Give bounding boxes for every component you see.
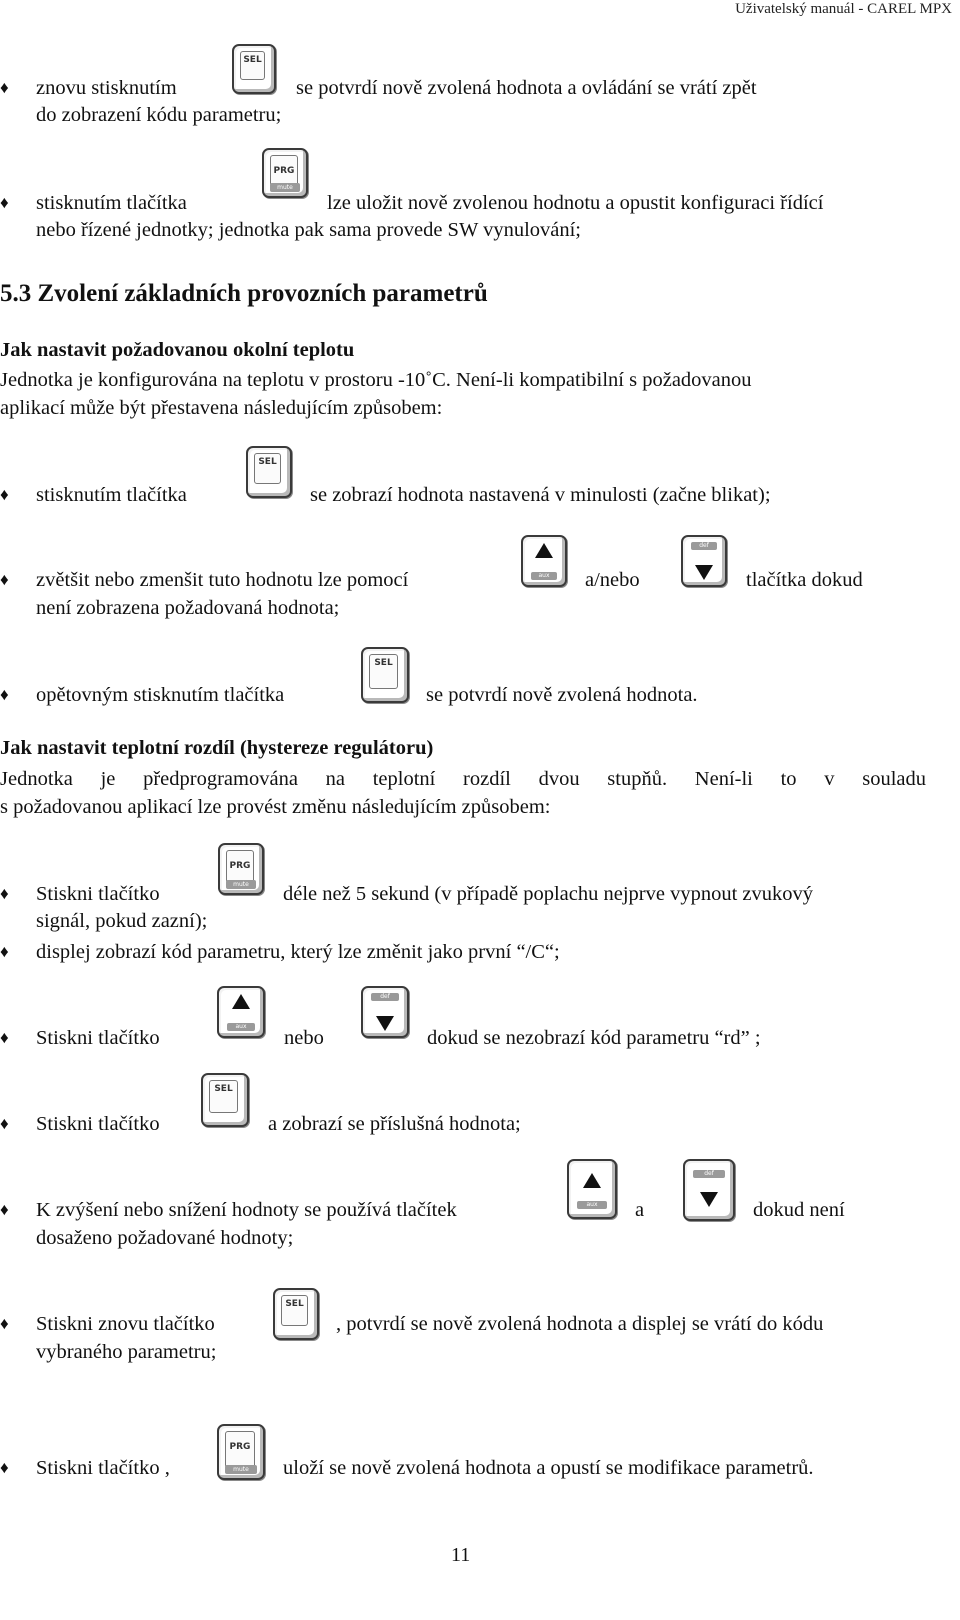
aux-key-label: aux xyxy=(586,1201,598,1208)
sel-key-label: SEL xyxy=(374,658,393,668)
sel-key-label: SEL xyxy=(258,457,277,467)
aux-key-label: aux xyxy=(235,1023,247,1030)
sel-key-icon xyxy=(273,1288,319,1340)
up-aux-key-icon xyxy=(567,1159,617,1219)
bullet-text: se potvrdí nově zvolená hodnota. xyxy=(426,684,698,706)
bullet-text: tlačítka dokud xyxy=(746,569,863,591)
bullet-marker: ♦ xyxy=(0,942,9,961)
paragraph-line: s požadovanou aplikací lze provést změnu následujícím způsobem: xyxy=(0,796,551,818)
bullet-text: není zobrazena požadovaná hodnota; xyxy=(36,597,340,619)
bullet-text: vybraného parametru; xyxy=(36,1341,217,1363)
sel-key-label: SEL xyxy=(243,55,262,65)
prg-key-label: PRG xyxy=(229,861,251,871)
bullet-text: displej zobrazí kód parametru, který lze změnit jako první “/C“; xyxy=(36,941,560,963)
bullet-text: stisknutím tlačítka xyxy=(36,484,187,506)
bullet-marker: ♦ xyxy=(0,570,9,589)
def-key-label: def xyxy=(380,993,390,1000)
subsection-title: Jak nastavit požadovanou okolní teplotu xyxy=(0,339,355,361)
bullet-text: nebo xyxy=(284,1027,324,1049)
section-heading: 5.3 Zvolení základních provozních parametrů xyxy=(0,280,488,307)
bullet-text: dosaženo požadované hodnoty; xyxy=(36,1227,294,1249)
prg-mute-key-icon xyxy=(218,843,264,895)
up-aux-key-icon xyxy=(521,535,567,587)
mute-key-label: mute xyxy=(233,1466,249,1473)
bullet-text: Stiskni tlačítko , xyxy=(36,1457,170,1479)
bullet-text: lze uložit nově zvolenou hodnotu a opustit konfiguraci řídící xyxy=(327,192,824,214)
page-number: 11 xyxy=(451,1544,471,1566)
bullet-text: Stiskni tlačítko xyxy=(36,883,160,905)
bullet-marker: ♦ xyxy=(0,1028,9,1047)
aux-key-label: aux xyxy=(538,572,550,579)
paragraph-line: aplikací může být přestavena následujícím způsobem: xyxy=(0,397,443,419)
bullet-text: a zobrazí se příslušná hodnota; xyxy=(268,1113,521,1135)
def-key-label: def xyxy=(704,1170,714,1177)
bullet-text: uloží se nově zvolená hodnota a opustí se modifikace parametrů. xyxy=(283,1457,814,1479)
down-def-key-icon xyxy=(681,535,727,587)
down-def-key-icon xyxy=(683,1159,735,1221)
bullet-text: a xyxy=(635,1199,645,1221)
bullet-text: dokud se nezobrazí kód parametru “rd” ; xyxy=(427,1027,761,1049)
bullet-text: se zobrazí hodnota nastavená v minulosti (začne blikat); xyxy=(310,484,771,506)
bullet-text: zvětšit nebo zmenšit tuto hodnotu lze pomocí xyxy=(36,569,409,591)
bullet-marker: ♦ xyxy=(0,78,9,97)
prg-key-label: PRG xyxy=(229,1442,251,1452)
bullet-marker: ♦ xyxy=(0,884,9,903)
bullet-marker: ♦ xyxy=(0,1114,9,1133)
bullet-marker: ♦ xyxy=(0,1200,9,1219)
bullet-marker: ♦ xyxy=(0,685,9,704)
paragraph-line: Jednotka je konfigurována na teplotu v prostoru -10˚C. Není-li kompatibilní s požadovanou xyxy=(0,369,752,391)
bullet-text: opětovným stisknutím tlačítka xyxy=(36,684,285,706)
bullet-text: se potvrdí nově zvolená hodnota a ovládání se vrátí zpět xyxy=(296,77,757,99)
bullet-text: nebo řízené jednotky; jednotka pak sama provede SW vynulování; xyxy=(36,219,582,241)
bullet-marker: ♦ xyxy=(0,485,9,504)
bullet-text: Stiskni tlačítko xyxy=(36,1027,160,1049)
sel-key-icon xyxy=(232,44,276,94)
bullet-text: a/nebo xyxy=(585,569,640,591)
subsection-title: Jak nastavit teplotní rozdíl (hystereze regulátoru) xyxy=(0,737,434,759)
bullet-text: dokud není xyxy=(753,1199,845,1221)
prg-mute-key-icon xyxy=(262,148,308,198)
bullet-text: Stiskni tlačítko xyxy=(36,1113,160,1135)
sel-key-icon xyxy=(246,446,292,498)
bullet-text: , potvrdí se nově zvolená hodnota a displej se vrátí do kódu xyxy=(336,1313,824,1335)
bullet-marker: ♦ xyxy=(0,193,9,212)
bullet-text: K zvýšení nebo snížení hodnoty se používá tlačítek xyxy=(36,1199,457,1221)
def-key-label: def xyxy=(699,542,709,549)
prg-key-label: PRG xyxy=(273,166,295,176)
mute-key-label: mute xyxy=(277,184,293,191)
bullet-text: stisknutím tlačítka xyxy=(36,192,187,214)
bullet-text: signál, pokud zazní); xyxy=(36,910,208,932)
bullet-text: Stiskni znovu tlačítko xyxy=(36,1313,215,1335)
sel-key-label: SEL xyxy=(285,1299,304,1309)
up-aux-key-icon xyxy=(217,986,265,1038)
running-header: Uživatelský manuál - CAREL MPX xyxy=(735,1,952,17)
bullet-marker: ♦ xyxy=(0,1314,9,1333)
down-def-key-icon xyxy=(361,986,409,1038)
sel-key-icon xyxy=(201,1073,249,1127)
bullet-text: do zobrazení kódu parametru; xyxy=(36,104,282,126)
paragraph-line: Jednotka je předprogramována na teplotní rozdíl dvou stupňů. Není-li to v souladu xyxy=(0,768,926,790)
prg-mute-key-icon xyxy=(217,1424,265,1480)
bullet-marker: ♦ xyxy=(0,1458,9,1477)
bullet-text: znovu stisknutím xyxy=(36,77,177,99)
sel-key-label: SEL xyxy=(214,1084,233,1094)
mute-key-label: mute xyxy=(233,881,249,888)
bullet-text: déle než 5 sekund (v případě poplachu nejprve vypnout zvukový xyxy=(283,883,813,905)
sel-key-icon xyxy=(361,647,409,703)
